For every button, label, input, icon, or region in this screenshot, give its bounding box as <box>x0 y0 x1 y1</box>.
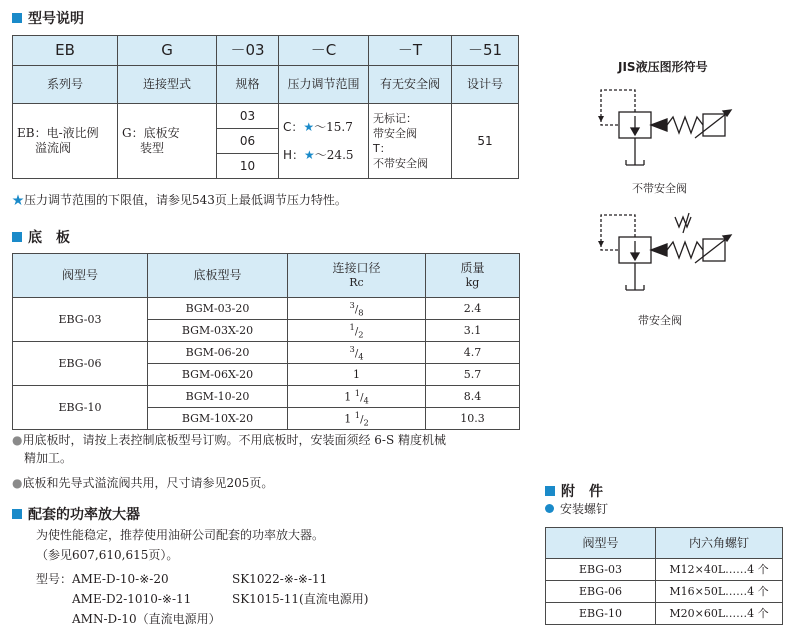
series-desc <box>13 104 118 179</box>
code-safety: －T <box>369 36 452 66</box>
star-icon: ★ <box>12 193 25 207</box>
col-valve: 阀型号 <box>546 528 656 559</box>
col-plate: 底板型号 <box>148 254 288 298</box>
port-cell <box>288 386 426 408</box>
table-row <box>546 603 783 625</box>
pressure-h-prefix: H： <box>283 148 305 162</box>
section-marker-icon <box>12 509 22 519</box>
port-cell: 1 <box>288 364 426 386</box>
design-number: 51 <box>452 104 519 179</box>
accessory-section-heading <box>545 481 603 501</box>
option-row-1 <box>13 104 519 129</box>
table-row <box>546 559 783 581</box>
amp-title: 配套的功率放大器 <box>28 507 140 523</box>
label-design: 设计号 <box>452 66 519 104</box>
accessory-subtitle <box>545 500 608 517</box>
amp-model-left-2: AME-D2-1010-※-11 <box>72 592 192 606</box>
jis-symbol-with-safety-valve <box>585 205 745 305</box>
base-header-row <box>13 254 520 298</box>
port-den: 4 <box>358 351 364 361</box>
port-cell <box>288 342 426 364</box>
size-06: 06 <box>217 129 279 154</box>
code-series: EB <box>13 36 118 66</box>
mass-cell: 8.4 <box>426 386 520 408</box>
col-mass-title: 质量 <box>460 261 485 276</box>
screw-header-row <box>546 528 783 559</box>
valve-cell: EBG-10 <box>13 386 148 430</box>
label-connection: 连接型式 <box>118 66 217 104</box>
amp-model-right-2: SK1015-11(直流电源用) <box>232 592 369 606</box>
port-cell <box>288 298 426 320</box>
port-fraction: $^1/_2$ <box>354 409 369 427</box>
label-size: 规格 <box>217 66 279 104</box>
section-marker-icon <box>545 486 555 496</box>
jis-symbol-without-safety-valve <box>585 80 745 180</box>
valve-cell: EBG-06 <box>13 342 148 386</box>
amp-model-label: 型号： <box>36 572 73 586</box>
code-connection: G <box>118 36 217 66</box>
code-size: －03 <box>217 36 279 66</box>
accessory-subtitle-text: 安装螺钉 <box>560 502 609 516</box>
size-03: 03 <box>217 104 279 129</box>
base-title: 底 板 <box>28 230 70 246</box>
accessory-title: 附 件 <box>561 484 603 500</box>
pressure-note <box>12 191 347 209</box>
plate-cell: BGM-06-20 <box>148 342 288 364</box>
port-num: 1 <box>354 409 361 420</box>
valve-cell: EBG-10 <box>546 603 656 625</box>
mass-cell: 5.7 <box>426 364 520 386</box>
safety-line1: 无标记： <box>373 112 417 125</box>
port-fraction: $^1/_2$ <box>349 321 364 339</box>
label-pressure: 压力调节范围 <box>279 66 369 104</box>
star-icon: ★ <box>303 120 315 134</box>
jis-caption-without: 不带安全阀 <box>632 182 687 195</box>
series-desc-line2: 溢流阀 <box>35 141 72 155</box>
section-marker-icon <box>12 13 22 23</box>
bullet-icon: ● <box>12 433 23 447</box>
plate-cell: BGM-10-20 <box>148 386 288 408</box>
section-marker-icon <box>12 232 22 242</box>
port-num: 3 <box>349 343 355 354</box>
pressure-c-value: ～15.7 <box>314 120 353 134</box>
table-row <box>13 342 520 364</box>
jis-caption-with: 带安全阀 <box>638 314 682 327</box>
screw-cell: M20×60L……4 个 <box>656 603 783 625</box>
port-fraction: $^3/_8$ <box>349 299 364 317</box>
col-port-title: 连接口径 <box>332 261 381 276</box>
table-row <box>13 298 520 320</box>
port-fraction: $^1/_4$ <box>354 387 369 405</box>
pressure-h <box>283 141 368 169</box>
plate-cell: BGM-03-20 <box>148 298 288 320</box>
model-section-heading <box>12 8 84 28</box>
base-note-1a: 用底板时，请按上表控制底板型号订购。不用底板时，安装面须经 6-S 精度机械 <box>22 433 447 447</box>
model-title: 型号说明 <box>28 11 84 27</box>
amp-model-left-1: AME-D-10-※-20 <box>72 572 169 586</box>
pilot-line <box>601 215 635 250</box>
pressure-desc <box>279 104 369 179</box>
mass-cell: 4.7 <box>426 342 520 364</box>
code-design: －51 <box>452 36 519 66</box>
screw-cell: M12×40L……4 个 <box>656 559 783 581</box>
port-cell <box>288 408 426 430</box>
port-cell <box>288 320 426 342</box>
col-mass-unit: kg <box>465 276 480 290</box>
mass-cell: 10.3 <box>426 408 520 430</box>
port-den: 4 <box>363 395 369 405</box>
size-10: 10 <box>217 154 279 179</box>
safety-line2: 带安全阀 <box>373 127 417 140</box>
pressure-note-text: 压力调节范围的下限值，请参见543页上最低调节压力特性。 <box>24 193 347 207</box>
mass-cell: 3.1 <box>426 320 520 342</box>
port-num: 3 <box>349 299 355 310</box>
table-row <box>13 386 520 408</box>
port-whole: 1 <box>344 390 352 403</box>
plate-cell: BGM-06X-20 <box>148 364 288 386</box>
port-den: 2 <box>363 417 369 427</box>
solenoid-icon <box>651 119 667 131</box>
bullet-icon: ● <box>12 476 23 490</box>
amp-desc-2: （参见607,610,615页）。 <box>36 548 179 562</box>
spring-icon <box>667 117 703 133</box>
col-screw: 内六角螺钉 <box>656 528 783 559</box>
spring-icon <box>667 242 703 258</box>
col-mass <box>426 254 520 298</box>
model-code-table <box>12 35 519 179</box>
pressure-c <box>283 113 368 141</box>
col-valve: 阀型号 <box>13 254 148 298</box>
series-desc-line1: EB：电-液比例 <box>17 126 99 140</box>
jis-title: JIS液压图形符号 <box>618 60 708 74</box>
valve-cell: EBG-03 <box>546 559 656 581</box>
base-note-1 <box>12 431 532 467</box>
port-num: 1 <box>349 321 355 332</box>
star-icon: ★ <box>304 148 315 162</box>
col-port <box>288 254 426 298</box>
base-note-2-text: 底板和先导式溢流阀共用，尺寸请参见205页。 <box>22 476 274 490</box>
base-note-1b: 精加工。 <box>24 451 73 465</box>
label-safety: 有无安全阀 <box>369 66 452 104</box>
plate-cell: BGM-03X-20 <box>148 320 288 342</box>
arrow-head <box>631 128 639 135</box>
pilot-line <box>601 90 635 125</box>
label-row <box>13 66 519 104</box>
label-series: 系列号 <box>13 66 118 104</box>
base-note-2 <box>12 474 273 492</box>
dot-icon <box>545 504 554 513</box>
valve-cell: EBG-03 <box>13 298 148 342</box>
code-row <box>13 36 519 66</box>
port-whole: 1 <box>344 412 352 425</box>
base-plate-table <box>12 253 520 430</box>
amp-model-left-3: AMN-D-10（直流电源用） <box>72 612 221 626</box>
pressure-c-prefix: C： <box>283 120 304 134</box>
port-den: 2 <box>358 329 364 339</box>
safety-spring-icon <box>675 217 691 227</box>
solenoid-icon <box>651 244 667 256</box>
base-section-heading <box>12 227 70 247</box>
connection-desc <box>118 104 217 179</box>
port-den: 8 <box>358 307 364 317</box>
connection-desc-line2: 装型 <box>140 141 165 155</box>
safety-line4: 不带安全阀 <box>373 157 428 170</box>
port-num: 1 <box>354 387 361 398</box>
col-port-unit: Rc <box>349 276 364 290</box>
mass-cell: 2.4 <box>426 298 520 320</box>
amp-desc-1: 为使性能稳定，推荐使用油研公司配套的功率放大器。 <box>36 528 325 542</box>
connection-desc-line1: G：底板安 <box>122 126 180 140</box>
screw-table <box>545 527 783 625</box>
safety-desc <box>369 104 452 179</box>
amp-section-heading <box>12 504 140 524</box>
valve-cell: EBG-06 <box>546 581 656 603</box>
pressure-h-value: ～24.5 <box>314 148 354 162</box>
pilot-arrow <box>598 116 604 122</box>
amp-model-right-1: SK1022-※-※-11 <box>232 572 328 586</box>
screw-cell: M16×50L……4 个 <box>656 581 783 603</box>
code-pressure: －C <box>279 36 369 66</box>
table-row <box>546 581 783 603</box>
safety-line3: T： <box>373 142 391 155</box>
plate-cell: BGM-10X-20 <box>148 408 288 430</box>
port-fraction: $^3/_4$ <box>349 343 364 361</box>
